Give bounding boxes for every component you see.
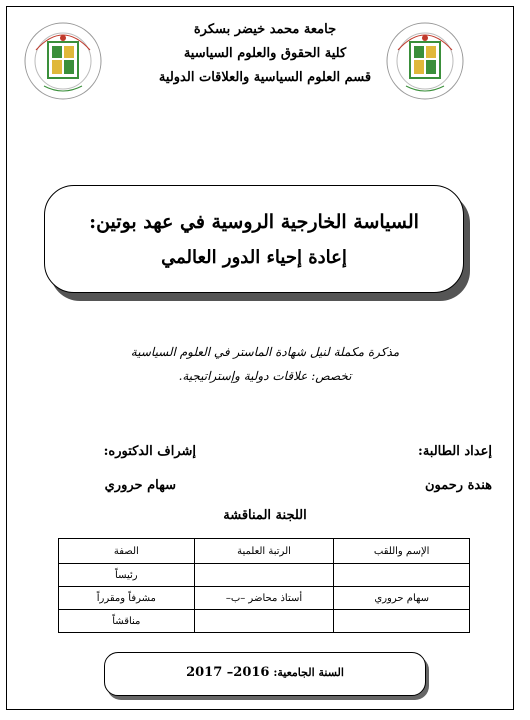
faculty-name: كلية الحقوق والعلوم السياسية	[183, 46, 347, 61]
member-role: رئيساً	[59, 564, 195, 587]
thesis-title-line2: إعادة إحياء الدور العالمي	[161, 247, 347, 268]
supervisor-name: سهام حروري	[104, 478, 176, 493]
member-name	[334, 564, 470, 587]
academic-year-box	[104, 652, 426, 696]
table-header-row	[59, 539, 470, 564]
committee-table	[58, 538, 470, 633]
member-role: مناقشاً	[59, 610, 195, 633]
student-label: إعداد الطالبة:	[418, 444, 492, 459]
member-name	[334, 610, 470, 633]
university-name: جامعة محمد خيضر بسكرة	[193, 22, 337, 37]
thesis-title-box	[44, 185, 464, 293]
memo-description	[120, 340, 410, 388]
supervisor-label: إشراف الدكتوره:	[103, 444, 196, 459]
institution-header	[120, 18, 410, 90]
table-row	[59, 610, 470, 633]
student-name: هندة رحمون	[424, 478, 492, 493]
header-name: الإسم واللقب	[334, 539, 470, 564]
memo-line1: مذكرة مكملة لنيل شهادة الماستر في العلوم السياسية	[130, 345, 400, 359]
table-row	[59, 587, 470, 610]
header-role: الصفة	[59, 539, 195, 564]
table-row	[59, 564, 470, 587]
header-rank: الرتبة العلمية	[194, 539, 334, 564]
department-name: قسم العلوم السياسية والعلاقات الدولية	[158, 70, 372, 85]
committee-title: اللجنة المناقشة	[223, 508, 307, 523]
member-rank	[194, 610, 334, 633]
thesis-title-line1: السياسة الخارجية الروسية في عهد بوتين:	[89, 211, 419, 233]
university-logo-left	[22, 20, 104, 102]
academic-year-label: السنة الجامعية:	[273, 666, 344, 679]
memo-specialty: تخصص: علاقات دولية وإستراتيجية.	[178, 369, 352, 383]
member-role: مشرفاً ومقرراً	[59, 587, 195, 610]
member-rank: أستاذ محاضر –ب–	[194, 587, 334, 610]
academic-year-value: 2016– 2017	[186, 665, 270, 680]
member-name: سهام حروري	[334, 587, 470, 610]
member-rank	[194, 564, 334, 587]
